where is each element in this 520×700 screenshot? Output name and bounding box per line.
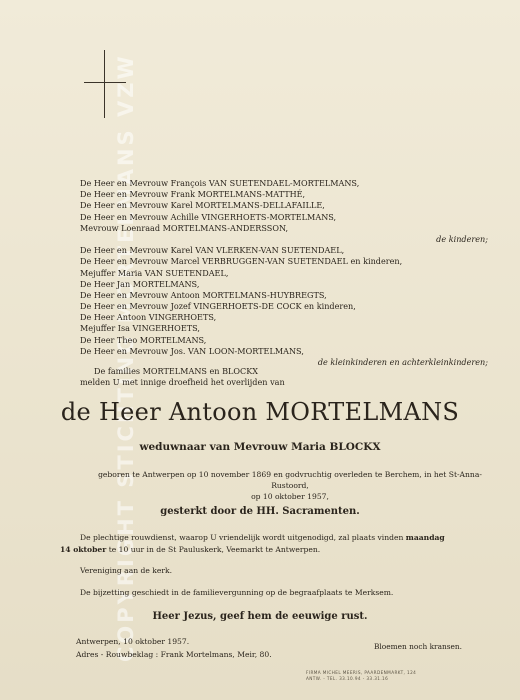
family-line: De Heer en Mevrouw Jos. VAN LOON-MORTELMANS, — [80, 345, 304, 356]
announcement-intro — [80, 366, 285, 388]
service-date-line: 14 oktober te 10 uur in de St Pauluskerk, Veemarkt te Antwerpen. — [60, 544, 321, 554]
sacraments-line: gesterkt door de HH. Sacramenten. — [160, 506, 360, 517]
printer-imprint: FIRMA MICHEL MEERIS, PAARDENMARKT, 124 ANTW. - TEL. 33.10.94 - 33.31.16 — [306, 670, 417, 681]
family-line: De Heer Jan MORTELMANS, — [80, 278, 200, 289]
family-line: De Heer en Mevrouw Jozef VINGERHOETS-DE COCK en kinderen, — [80, 301, 356, 312]
place-and-address — [76, 636, 272, 661]
place-date: Antwerpen, 10 oktober 1957. — [76, 637, 190, 646]
family-line: De Heer en Mevrouw Antoon MORTELMANS-HUYBREGTS, — [80, 289, 327, 300]
family-line: De Heer en Mevrouw Karel MORTELMANS-DELLAFAILLE, — [80, 200, 325, 211]
copyright-watermark: COPYRIGHT STICHTING MORTELMANS VZW — [114, 53, 138, 662]
family-list — [80, 178, 488, 368]
family-line: De Heer en Mevrouw Frank MORTELMANS-MATTHÉ, — [80, 189, 306, 200]
family-line: De Heer en Mevrouw Marcel VERBRUGGEN-VAN SUETENDAEL en kinderen, — [80, 256, 403, 267]
burial-line: De bijzetting geschiedt in de familievergunning op de begraafplaats te Merksem. — [80, 587, 394, 597]
family-line: De Heer en Mevrouw François VAN SUETENDAEL-MORTELMANS, — [80, 178, 360, 188]
condolence-address: Adres - Rouwbeklag : Frank Mortelmans, Meir, 80. — [76, 649, 272, 659]
cross-icon-vertical — [104, 50, 105, 118]
prayer-line: Heer Jezus, geef hem de eeuwige rust. — [152, 611, 368, 622]
family-line: De Heer Antoon VINGERHOETS, — [80, 312, 217, 323]
deceased-name: de Heer Antoon MORTELMANS — [60, 398, 460, 426]
family-line: Mejuffer Maria VAN SUETENDAEL, — [80, 267, 229, 278]
grandchildren-label: de kleinkinderen en achterkleinkinderen; — [317, 357, 488, 367]
family-line: De Heer en Mevrouw Achille VINGERHOETS-MORTELMANS, — [80, 211, 337, 222]
family-line: De Heer Theo MORTELMANS, — [80, 334, 207, 345]
family-line: De Heer en Mevrouw Karel VAN VLERKEN-VAN SUETENDAEL, — [80, 245, 345, 256]
widower-line: weduwnaar van Mevrouw Maria BLOCKX — [139, 441, 381, 453]
announcement-line: melden U met innige droefheid het overlijden van — [80, 377, 285, 387]
birth-death-details: geboren te Antwerpen op 10 november 1869 en godvruchtig overleden te Berchem, in het St-Anna-Rustoord, op 10 oktober 1957, — [98, 470, 482, 501]
no-flowers-note: Bloemen noch kransen. — [374, 642, 463, 651]
families-line: De families MORTELMANS en BLOCKX — [94, 366, 259, 376]
family-line: Mevrouw Loenraad MORTELMANS-ANDERSSON, — [80, 222, 289, 233]
funeral-details — [60, 532, 476, 598]
children-label: de kinderen; — [436, 233, 488, 244]
church-gathering-line: Vereniging aan de kerk. — [80, 566, 173, 575]
service-line: De plechtige rouwdienst, waarop U vriendelijk wordt uitgenodigd, zal plaats vinden maandag — [80, 533, 445, 542]
family-line: Mejuffer Isa VINGERHOETS, — [80, 323, 200, 334]
